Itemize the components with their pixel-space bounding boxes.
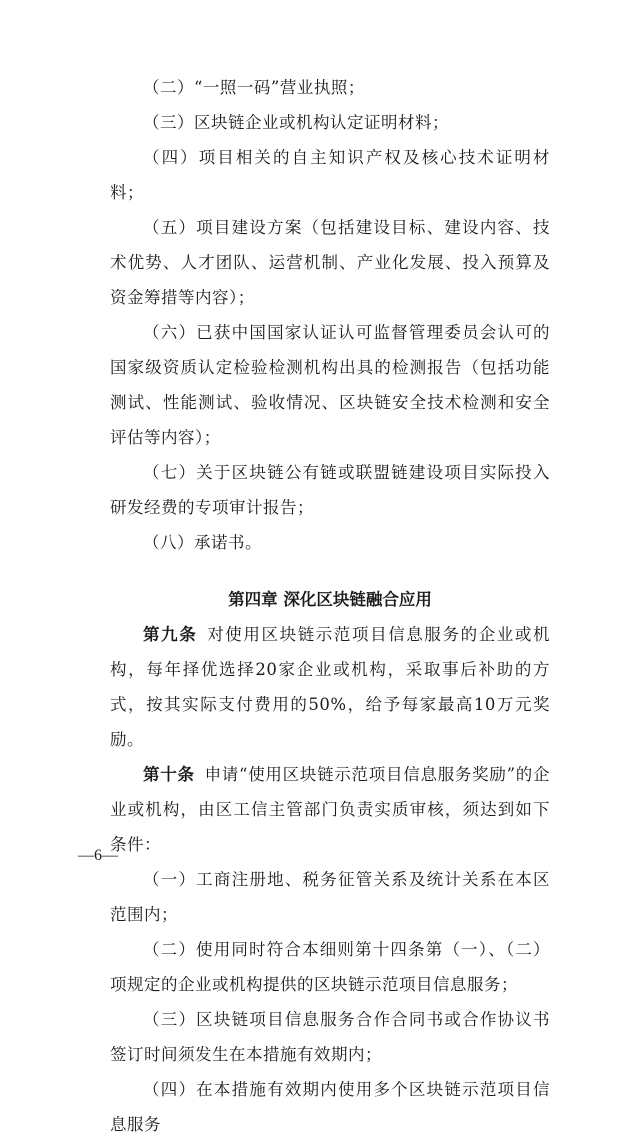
chapter-title: 第四章 深化区块链融合应用 — [228, 590, 432, 609]
page-number: —6— — [78, 847, 118, 864]
article-9 — [110, 617, 550, 757]
article-10 — [110, 757, 550, 862]
article-10-label: 第十条 — [143, 765, 195, 784]
list-item: （五）项目建设方案（包括建设目标、建设内容、技术优势、人才团队、运营机制、产业化发展、投入预算及资金筹措等内容）； — [110, 218, 550, 307]
list-item: （四）项目相关的自主知识产权及核心技术证明材料； — [110, 148, 550, 202]
list-item: （八）承诺书。 — [143, 533, 262, 552]
list-item: （二）使用同时符合本细则第十四条第（一）、（二）项规定的企业或机构提供的区块链示范项目信息服务； — [110, 940, 550, 994]
list-item: （一）工商注册地、税务征管关系及统计关系在本区范围内； — [110, 870, 550, 924]
list-item: （六）已获中国国家认证认可监督管理委员会认可的国家级资质认定检验检测机构出具的检测报告（包括功能测试、性能测试、验收情况、区块链安全技术检测和安全评估等内容）； — [110, 323, 550, 447]
list-item: （三）区块链企业或机构认定证明材料； — [143, 113, 449, 132]
article-9-label: 第九条 — [143, 625, 198, 644]
list-item: （二）“一照一码”营业执照； — [143, 78, 365, 97]
list-item: （七）关于区块链公有链或联盟链建设项目实际投入研发经费的专项审计报告； — [110, 463, 550, 517]
article-9-text: 对使用区块链示范项目信息服务的企业或机构，每年择优选择20家企业或机构，采取事后补助的方式，按其实际支付费用的50%，给予每家最高10万元奖励。 — [110, 625, 551, 749]
list-item: （三）区块链项目信息服务合作合同书或合作协议书签订时间须发生在本措施有效期内； — [110, 1010, 550, 1064]
document-page — [110, 70, 550, 1142]
list-item: （四）在本措施有效期内使用多个区块链示范项目信息服务 — [110, 1080, 550, 1134]
article-10-text: 申请“使用区块链示范项目信息服务奖励”的企业或机构，由区工信主管部门负责实质审核，须达到如下条件： — [110, 765, 551, 854]
